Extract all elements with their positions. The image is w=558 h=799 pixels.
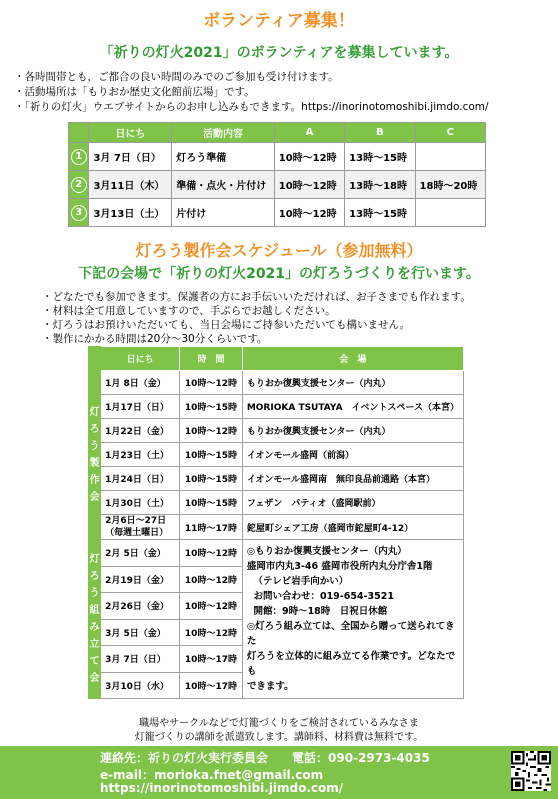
cell-venue: もりおか復興支援センター（内丸） <box>242 419 463 443</box>
email-line[interactable]: e-mail：morioka.fnet@gmail.com <box>100 768 324 782</box>
cell-venue: イオンモール盛岡（前潟） <box>242 443 463 467</box>
workshop-table <box>88 346 464 699</box>
note-line: ・材料は全て用意していますので、手ぶらでお越しください。 <box>42 305 336 317</box>
note-line: ・どなたでも参加できます。保護者の方にお手伝いいただければ、お子さまでも作れます。 <box>42 291 471 303</box>
cell-time: 10時～17時 <box>180 646 243 673</box>
table-row <box>69 171 486 199</box>
cell-date: 2月19日（金） <box>101 566 180 593</box>
volunteer-title: ボランティア募集！ <box>203 11 355 31</box>
header-date: 日にち <box>89 123 172 143</box>
cell-date: 2月26日（金） <box>101 593 180 620</box>
cell-date: 2月6日～27日 （毎週土曜日） <box>101 515 180 540</box>
cell-b: 13時～15時 <box>345 199 415 227</box>
cell-venue-info: ◎もりおか復興支援センター（内丸） 盛岡市内丸3-46 盛岡市役所内丸分庁舎1階 （テレビ岩手向かい） お問い合わせ：019-654-3521 開館：9時～18時 日祝日休館 ◎灯ろう組み立ては、全国から贈って送られてきた 灯ろうを立体的に組み立てる作業です。どなたでも できます。 <box>242 540 463 699</box>
cell-date: 3月13日（土） <box>89 199 172 227</box>
cell-time: 10時～15時 <box>180 395 243 419</box>
volunteer-subtitle: 「祈りの灯火2021」のボランティアを募集しています。 <box>99 45 459 61</box>
footnote-line: 灯籠づくりの講師を派遣致します。講師料、材料費は無料です。 <box>134 732 424 743</box>
table-row <box>89 443 464 467</box>
cell-activity: 準備・点火・片付け <box>172 171 274 199</box>
table-header-row <box>89 347 464 371</box>
cell-c <box>415 199 485 227</box>
cell-a: 10時～12時 <box>274 171 344 199</box>
note-line: ・各時間帯とも，ご都合の良い時間のみでのご参加も受け付けます。 <box>14 71 339 83</box>
group-label-seisakukai: 灯 ろ う 製 作 会 <box>89 371 101 540</box>
cell-venue: 鉈屋町シェア工房（盛岡市鉈屋町4-12） <box>242 515 463 540</box>
cell-date: 3月10日（水） <box>101 672 180 699</box>
cell-activity: 灯ろう準備 <box>172 143 274 171</box>
note-line: ・製作にかかる時間は20分～30分くらいです。 <box>42 333 268 345</box>
cell-date: 1月22日（金） <box>101 419 180 443</box>
table-row <box>89 515 464 540</box>
volunteer-table <box>68 122 486 227</box>
cell-venue: イオンモール盛岡南 無印良品前通路（本宮） <box>242 467 463 491</box>
table-row <box>89 491 464 515</box>
cell-time: 10時～12時 <box>180 619 243 646</box>
cell-time: 10時～15時 <box>180 443 243 467</box>
cell-date: 2月 5日（金） <box>101 540 180 567</box>
header-num <box>69 123 89 143</box>
workshop-notes <box>42 290 552 346</box>
cell-time: 10時～15時 <box>180 491 243 515</box>
table-row <box>89 371 464 395</box>
cell-date: 1月30日（土） <box>101 491 180 515</box>
header-time: 時 間 <box>180 347 243 371</box>
cell-venue: MORIOKA TSUTAYA イベントスペース（本宮） <box>242 395 463 419</box>
cell-time: 10時～12時 <box>180 419 243 443</box>
volunteer-notes <box>14 70 554 115</box>
cell-date: 3月 7日（日） <box>101 646 180 673</box>
cell-b: 13時～15時 <box>345 143 415 171</box>
cell-date: 1月 8日（金） <box>101 371 180 395</box>
cell-time: 10時～15時 <box>180 467 243 491</box>
cell-venue: フェザン パティオ（盛岡駅前） <box>242 491 463 515</box>
footnote-line: 職場やサークルなどで灯籠づくりをご検討されているみなさま <box>139 718 419 729</box>
cell-a: 10時～12時 <box>274 143 344 171</box>
cell-venue: もりおか復興支援センター（内丸） <box>242 371 463 395</box>
cell-date: 3月11日（木） <box>89 171 172 199</box>
table-row <box>89 467 464 491</box>
cell-date: 3月 7日（日） <box>89 143 172 171</box>
row-number: 1 <box>71 149 87 165</box>
table-header-row <box>69 123 486 143</box>
header-venue: 会 場 <box>242 347 463 371</box>
cell-date: 1月24日（日） <box>101 467 180 491</box>
note-line: ・「祈りの灯火」ウエブサイトからのお申し込みもできます。https://inorinotomoshibi.jimdo.com/ <box>14 101 489 113</box>
header-activity: 活動内容 <box>172 123 274 143</box>
header-date: 日にち <box>101 347 180 371</box>
header-c: C <box>415 123 485 143</box>
row-number: 2 <box>71 177 87 193</box>
qr-code-icon[interactable] <box>511 751 551 791</box>
cell-date: 1月23日（土） <box>101 443 180 467</box>
cell-c <box>415 143 485 171</box>
table-row <box>89 419 464 443</box>
cell-a: 10時～12時 <box>274 199 344 227</box>
cell-b: 13時～18時 <box>345 171 415 199</box>
website-link[interactable]: https://inorinotomoshibi.jimdo.com/ <box>100 781 344 795</box>
cell-time: 11時～17時 <box>180 515 243 540</box>
cell-time: 10時～12時 <box>180 540 243 567</box>
contact-line: 連絡先：祈りの灯火実行委員会 電話：090-2973-4035 <box>100 751 430 765</box>
footer-contact <box>0 746 558 799</box>
cell-activity: 片付け <box>172 199 274 227</box>
cell-time: 10時～12時 <box>180 566 243 593</box>
cell-time: 10時～12時 <box>180 371 243 395</box>
cell-date: 1月17日（日） <box>101 395 180 419</box>
row-number: 3 <box>71 205 87 221</box>
table-row <box>69 143 486 171</box>
table-row <box>89 395 464 419</box>
footnote <box>0 717 558 745</box>
workshop-title: 灯ろう製作会スケジュール（参加無料） <box>135 241 423 260</box>
table-row <box>69 199 486 227</box>
note-line: ・活動場所は「もりおか歴史文化館前広場」です。 <box>14 86 255 98</box>
cell-time: 10時～12時 <box>180 593 243 620</box>
header-b: B <box>345 123 415 143</box>
group-label-kumitatekai: 灯 ろ う 組 み 立 て 会 <box>89 540 101 699</box>
cell-date: 3月 5日（金） <box>101 619 180 646</box>
header-a: A <box>274 123 344 143</box>
note-line: ・灯ろうはお預けいただいても、当日会場にご持参いただいても構いません。 <box>42 319 411 331</box>
cell-c: 18時～20時 <box>415 171 485 199</box>
cell-time: 10時～17時 <box>180 672 243 699</box>
workshop-subtitle: 下記の会場で「祈りの灯火2021」の灯ろうづくりを行います。 <box>78 266 480 282</box>
table-row <box>89 540 464 567</box>
